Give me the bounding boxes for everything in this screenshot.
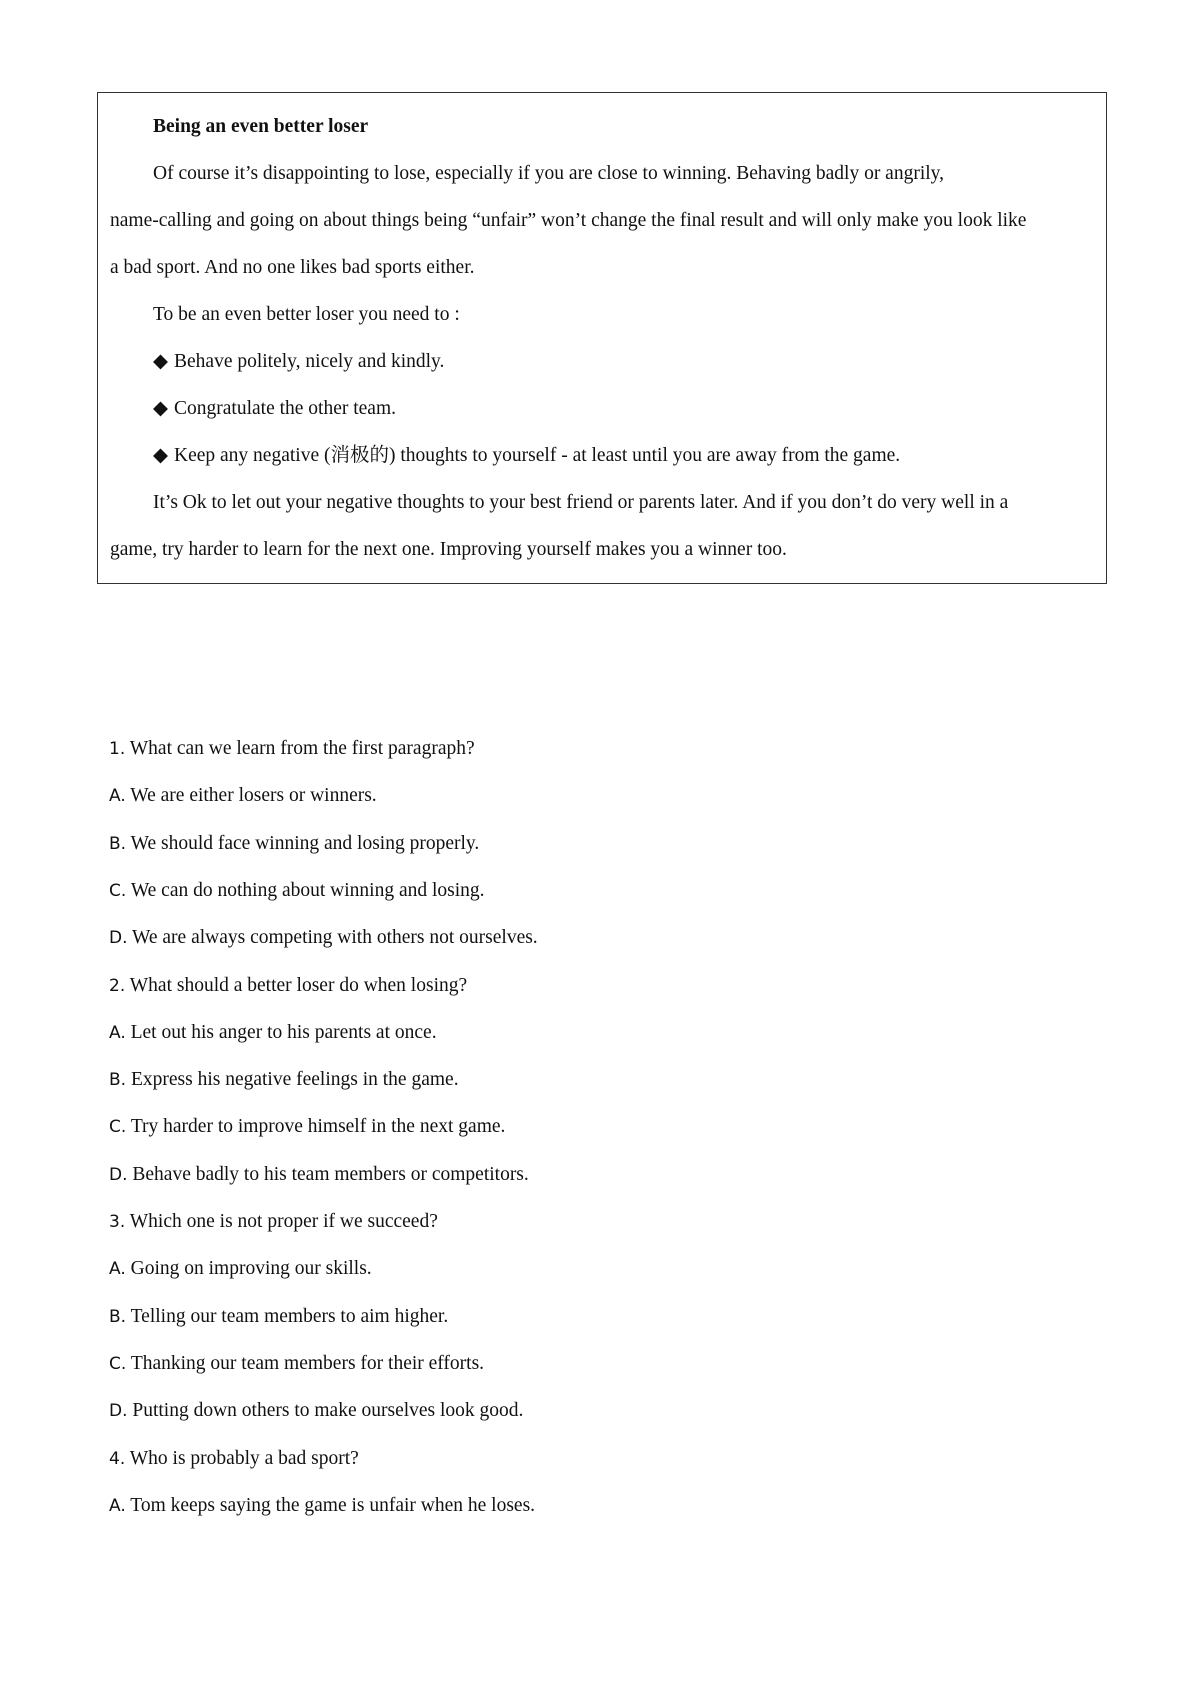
option-text: We should face winning and losing properly. [130, 832, 480, 854]
option-2a [109, 1021, 437, 1045]
question-number: 2. [109, 975, 126, 996]
option-letter: D. [109, 1164, 128, 1185]
option-letter: B. [109, 833, 127, 854]
option-letter: A. [109, 1259, 126, 1280]
option-letter: A. [109, 786, 126, 807]
question-number: 4. [109, 1448, 126, 1469]
paragraph-1-line-1: Of course it’s disappointing to lose, especially if you are close to winning. Behaving badly or angrily, [153, 163, 945, 184]
option-text: We are always competing with others not ourselves. [132, 927, 538, 949]
bullet-item [153, 444, 900, 468]
option-1a [109, 784, 377, 808]
option-letter: C. [109, 1117, 127, 1138]
bullet-intro: To be an even better loser you need to : [153, 304, 460, 325]
passage-title: Being an even better loser [153, 116, 369, 137]
option-letter: C. [109, 880, 127, 901]
question-4 [109, 1447, 359, 1471]
option-letter: A. [109, 1495, 126, 1516]
closing-line-2: game, try harder to learn for the next one. Improving yourself makes you a winner too. [110, 539, 787, 560]
reading-passage-box [97, 92, 1107, 584]
option-text: Putting down others to make ourselves look good. [132, 1400, 524, 1422]
option-1c [109, 879, 485, 903]
question-3 [109, 1210, 438, 1234]
option-3b [109, 1305, 448, 1329]
question-text: Who is probably a bad sport? [129, 1447, 359, 1469]
option-letter: B. [109, 1306, 127, 1327]
option-text: Behave badly to his team members or competitors. [132, 1163, 529, 1185]
question-text: Which one is not proper if we succeed? [129, 1211, 438, 1232]
option-4a [109, 1494, 535, 1518]
paragraph-1-line-3: a bad sport. And no one likes bad sports either. [110, 257, 475, 278]
diamond-bullet-icon: ◆ [153, 351, 168, 372]
question-2 [109, 974, 467, 998]
option-3c [109, 1352, 484, 1376]
bullet-text: Behave politely, nicely and kindly. [174, 351, 445, 372]
option-text: Try harder to improve himself in the next game. [130, 1116, 506, 1138]
option-text: Express his negative feelings in the game. [130, 1069, 459, 1091]
option-1d [109, 926, 538, 950]
option-2b [109, 1068, 459, 1092]
bullet-item [153, 397, 396, 421]
option-1b [109, 832, 479, 856]
option-text: Going on improving our skills. [130, 1258, 372, 1280]
bullet-text: Congratulate the other team. [174, 398, 397, 419]
diamond-bullet-icon: ◆ [153, 445, 168, 466]
question-text: What can we learn from the first paragraph? [129, 738, 475, 759]
option-text: We can do nothing about winning and losing. [130, 879, 485, 901]
option-2c [109, 1115, 505, 1139]
option-text: We are either losers or winners. [130, 785, 377, 807]
paragraph-1-line-2: name-calling and going on about things being “unfair” won’t change the final result and will only make you look like [110, 210, 1027, 231]
option-2d [109, 1163, 529, 1187]
question-number: 1. [109, 739, 126, 759]
closing-line-1: It’s Ok to let out your negative thoughts to your best friend or parents later. And if you don’t do very well in a [153, 492, 1009, 513]
bullet-item [153, 350, 444, 374]
option-letter: D. [109, 928, 128, 949]
option-text: Tom keeps saying the game is unfair when he loses. [130, 1494, 536, 1516]
option-letter: D. [109, 1401, 128, 1422]
option-3d [109, 1399, 523, 1423]
option-text: Thanking our team members for their efforts. [130, 1352, 485, 1374]
option-3a [109, 1257, 372, 1281]
question-number: 3. [109, 1212, 126, 1232]
option-text: Let out his anger to his parents at once. [130, 1021, 437, 1043]
diamond-bullet-icon: ◆ [153, 398, 168, 419]
option-letter: C. [109, 1353, 127, 1374]
question-1 [109, 737, 475, 761]
option-letter: A. [109, 1022, 126, 1043]
question-text: What should a better loser do when losing? [129, 974, 468, 996]
option-text: Telling our team members to aim higher. [130, 1305, 449, 1327]
option-letter: B. [109, 1070, 127, 1091]
bullet-text: Keep any negative (消极的) thoughts to yourself - at least until you are away from the game. [174, 445, 901, 466]
